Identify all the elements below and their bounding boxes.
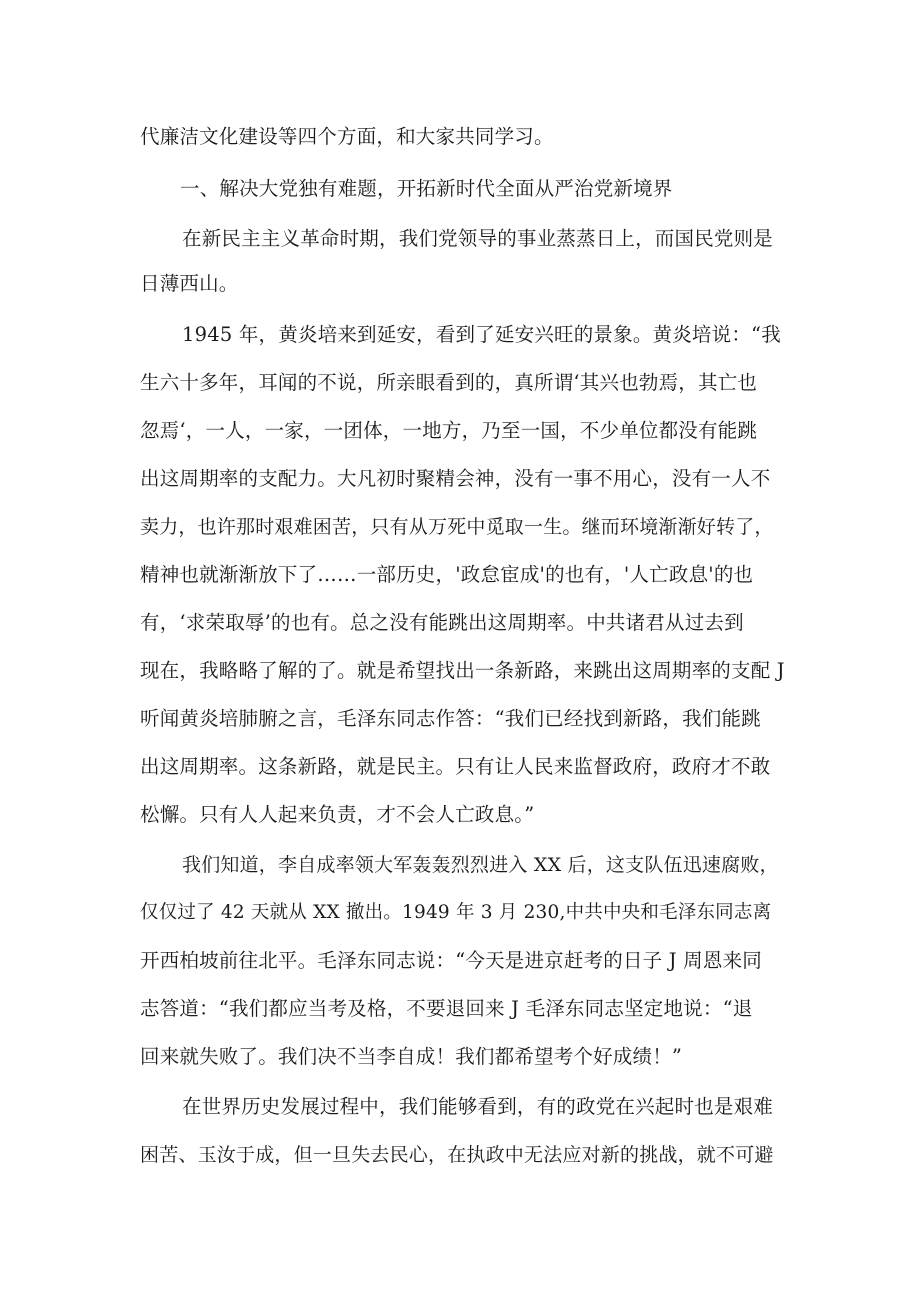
text-line: 出这周期率。这条新路，就是民主。只有让人民来监督政府，政府才不敢 bbox=[140, 755, 771, 778]
text-line: 卖力，也许那时艰难困苦，只有从万死中觅取一生。继而环境渐渐好转了， bbox=[140, 516, 774, 538]
text-line: 困苦、玉汝于成，但一旦失去民心，在执政中无法应对新的挑战，就不可避 bbox=[140, 1144, 774, 1166]
text-line: 回来就失败了。我们决不当李自成！我们都希望考个好成绩！” bbox=[140, 1045, 683, 1068]
text-line: 生六十多年，耳闻的不说，所亲眼看到的，真所谓‘其兴也勃焉，其亡也 bbox=[140, 371, 758, 394]
text-line: 忽焉‘，一人，一家，一团体，一地方，乃至一国，不少单位都没有能跳 bbox=[140, 419, 758, 442]
text-line: 精神也就渐渐放下了……一部历史，'政怠宦成'的也有，'人亡政息'的也 bbox=[140, 563, 754, 586]
text-line: 出这周期率的支配力。大凡初时聚精会神，没有一事不用心，没有一人不 bbox=[140, 467, 771, 490]
text-line: 我们知道，李自成率领大军轰轰烈烈进入 XX 后，这支队伍迅速腐败， bbox=[182, 854, 779, 876]
text-line: 松懈。只有人人起来负责，才不会人亡政息。” bbox=[140, 803, 535, 826]
text-line: 开西柏坡前往北平。毛泽东同志说：“今天是进京赶考的日子 J 周恩来同 bbox=[140, 949, 762, 972]
text-line: 听闻黄炎培肺腑之言，毛泽东同志作答：“我们已经找到新路，我们能跳 bbox=[140, 707, 761, 730]
section-heading: 一、解决大党独有难题，开拓新时代全面从严治党新境界 bbox=[180, 177, 673, 200]
text-line: 1945 年，黄炎培来到延安，看到了延安兴旺的景象。黄炎培说：“我 bbox=[182, 323, 781, 346]
text-line: 现在，我略略了解的了。就是希望找出一条新路，来跳出这周期率的支配 J bbox=[140, 659, 785, 682]
text-line: 志答道：“我们都应当考及格，不要退回来 J 毛泽东同志坚定地说：“退 bbox=[140, 997, 753, 1020]
text-line: 代廉洁文化建设等四个方面，和大家共同学习。 bbox=[140, 125, 554, 148]
text-line: 日薄西山。 bbox=[140, 272, 239, 295]
text-line: 有，‘求荣取辱’的也有。总之没有能跳出这周期率。中共诸君从过去到 bbox=[140, 611, 744, 634]
text-line: 在世界历史发展过程中，我们能够看到，有的政党在兴起时也是艰难 bbox=[182, 1095, 774, 1118]
text-line: 在新民主主义革命时期，我们党领导的事业蒸蒸日上，而国民党则是 bbox=[182, 227, 774, 250]
text-line: 仅仅过了 42 天就从 XX 撤出。1949 年 3 月 230,中共中央和毛泽东同志离 bbox=[140, 902, 772, 923]
